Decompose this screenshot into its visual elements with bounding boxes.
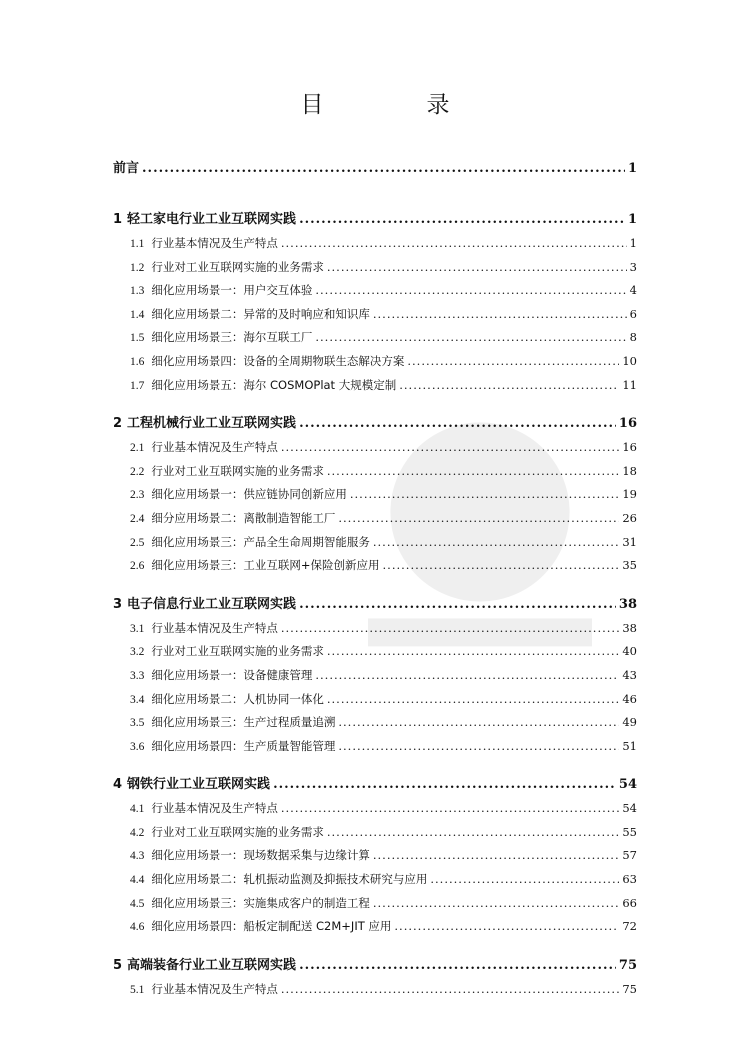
toc-leader-dots (407, 350, 619, 374)
toc-leader-dots (373, 892, 619, 916)
toc-entry-number: 4.1 (130, 803, 145, 816)
toc-entry-label (130, 915, 391, 940)
toc-leader-dots (315, 664, 619, 688)
toc-entry-label (130, 436, 278, 461)
toc-entry-label (130, 844, 370, 869)
toc-entry-number: 2.3 (130, 489, 145, 502)
toc-page-number: 55 (622, 824, 637, 839)
toc-entry-text: 细化应用场景三：工业互联网+保险创新应用 (151, 558, 380, 573)
toc-entry-number: 5.1 (130, 983, 145, 996)
toc-entry-label (130, 256, 324, 281)
toc-leader-dots (281, 978, 619, 1002)
toc-section-entry[interactable] (113, 256, 637, 280)
toc-section-entry[interactable] (113, 640, 637, 664)
toc-page-number: 63 (622, 872, 637, 887)
toc-page-number: 49 (622, 715, 637, 730)
toc-entry-label (130, 735, 335, 760)
toc-section-entry[interactable] (113, 232, 637, 256)
toc-entry-number: 1.3 (130, 285, 145, 298)
toc-page-number: 46 (622, 691, 637, 706)
toc-leader-dots (399, 374, 619, 398)
toc-entry-label (130, 640, 324, 665)
toc-entry-number: 1.1 (130, 238, 145, 250)
toc-entry-text: 细分应用场景二：离散制造智能工厂 (151, 510, 336, 525)
toc-section-entry[interactable] (113, 436, 637, 460)
toc-entry-number: 1.2 (130, 261, 145, 274)
toc-section-entry[interactable] (113, 821, 637, 845)
toc-section-entry[interactable] (113, 688, 637, 712)
toc-chapter-entry[interactable] (113, 156, 637, 181)
toc-section-entry[interactable] (113, 735, 637, 759)
toc-entry-text: 细化应用场景四：船板定制配送 C2M+JIT 应用 (151, 919, 392, 934)
page-title: 目 录 (300, 92, 490, 118)
toc-entry-number: 3 (113, 596, 123, 612)
toc-page-number: 4 (629, 283, 637, 298)
toc-entry-text: 细化应用场景五：海尔 COSMOPlat 大规模定制 (151, 377, 397, 392)
toc-leader-dots (142, 156, 625, 181)
toc-section-entry[interactable] (113, 711, 637, 735)
toc-entry-text: 行业对工业互联网实施的业务需求 (151, 463, 324, 478)
toc-entry-label (130, 374, 396, 399)
toc-page-number: 10 (622, 353, 637, 368)
toc-section-entry[interactable] (113, 915, 637, 939)
toc-page-number: 3 (629, 259, 637, 274)
toc-entry-label (130, 303, 370, 328)
toc-entry-text: 细化应用场景二：人机协同一体化 (151, 691, 324, 706)
toc-entry-number: 4.3 (130, 850, 145, 863)
toc-entry-text: 行业基本情况及生产特点 (151, 440, 278, 455)
toc-entry-label (130, 892, 370, 917)
toc-entry-label (130, 350, 404, 375)
toc-page-number: 16 (618, 416, 637, 432)
section-gap (113, 578, 637, 592)
toc-leader-dots (327, 640, 619, 664)
toc-page-number: 6 (629, 306, 637, 321)
toc-entry-label (130, 664, 312, 689)
toc-entry-label (113, 411, 296, 436)
toc-section-entry[interactable] (113, 554, 637, 578)
toc-chapter-entry[interactable] (113, 207, 637, 232)
toc-entry-number: 4.4 (130, 874, 145, 887)
toc-leader-dots (338, 735, 619, 759)
toc-entry-text: 行业对工业互联网实施的业务需求 (151, 824, 324, 839)
toc-section-entry[interactable] (113, 664, 637, 688)
toc-page-number: 38 (618, 596, 637, 612)
toc-page-number: 75 (622, 981, 637, 996)
toc-entry-label (130, 531, 370, 556)
toc-leader-dots (327, 688, 619, 712)
section-gap (113, 193, 637, 207)
toc-entry-number: 1.7 (130, 379, 145, 392)
toc-leader-dots (373, 303, 627, 327)
toc-entry-text: 行业基本情况及生产特点 (151, 981, 278, 996)
toc-leader-dots (281, 617, 619, 641)
toc-entry-label (130, 460, 324, 485)
toc-entry-text: 行业对工业互联网实施的业务需求 (151, 644, 324, 659)
toc-page-number: 1 (629, 236, 637, 250)
toc-page-number: 26 (622, 510, 637, 525)
toc-section-entry[interactable] (113, 892, 637, 916)
toc-page-number: 1 (627, 161, 637, 176)
toc-leader-dots (299, 592, 616, 617)
toc-entry-number: 2.5 (130, 536, 145, 549)
toc-entry-label (130, 232, 278, 257)
toc-entry-number: 1.5 (130, 332, 145, 345)
toc-entry-number: 1 (113, 212, 123, 227)
toc-section-entry[interactable] (113, 844, 637, 868)
section-gap (113, 397, 637, 411)
toc-entry-text: 细化应用场景三：实施集成客户的制造工程 (151, 895, 370, 910)
toc-chapter-entry[interactable] (113, 411, 637, 436)
toc-leader-dots (338, 711, 619, 735)
toc-page-number: 35 (622, 558, 637, 573)
toc-entry-number: 3.3 (130, 669, 145, 682)
toc-leader-dots (315, 279, 626, 303)
toc-leader-dots (338, 507, 619, 531)
toc-entry-text: 细化应用场景一：供应链协同创新应用 (151, 487, 347, 502)
toc-entry-label (130, 711, 335, 736)
toc-entry-number: 3.5 (130, 717, 145, 730)
toc-entry-label (130, 507, 335, 532)
toc-page-number: 16 (622, 440, 637, 455)
toc-entry-text: 细化应用场景一：现场数据采集与边缘计算 (151, 848, 370, 863)
toc-leader-dots (281, 436, 619, 460)
toc-leader-dots (315, 326, 626, 350)
toc-section-entry[interactable] (113, 868, 637, 892)
toc-entry-text: 行业基本情况及生产特点 (151, 236, 278, 250)
toc-entry-number: 1.4 (130, 308, 145, 321)
toc-section-entry[interactable] (113, 279, 637, 303)
toc-entry-text: 细化应用场景四：生产质量智能管理 (151, 738, 336, 753)
toc-section-entry[interactable] (113, 617, 637, 641)
toc-entry-number: 2.2 (130, 465, 145, 478)
toc-entry-number: 3.2 (130, 646, 145, 659)
toc-leader-dots (299, 207, 625, 232)
toc-leader-dots (299, 411, 616, 436)
toc-entry-number: 4.5 (130, 897, 145, 910)
toc-entry-text: 细化应用场景三：生产过程质量追溯 (151, 715, 336, 730)
toc-entry-number: 2.6 (130, 560, 145, 573)
toc-page-number: 38 (622, 620, 637, 635)
toc-page-number: 57 (622, 848, 637, 863)
toc-entry-label (113, 156, 139, 181)
toc-section-entry[interactable] (113, 531, 637, 555)
toc-section-entry[interactable] (113, 460, 637, 484)
toc-section-entry[interactable] (113, 374, 637, 398)
toc-section-entry[interactable] (113, 303, 637, 327)
toc-entry-label (113, 772, 270, 797)
toc-entry-label (113, 953, 296, 978)
toc-entry-number: 2.1 (130, 442, 145, 455)
toc-entry-label (130, 554, 380, 579)
toc-entry-text: 行业对工业互联网实施的业务需求 (151, 259, 324, 274)
toc-page-number: 54 (618, 777, 637, 793)
toc-entry-label (130, 688, 324, 713)
toc-entry-text: 细化应用场景二：轧机振动监测及抑振技术研究与应用 (151, 872, 428, 887)
toc-section-entry[interactable] (113, 350, 637, 374)
toc-leader-dots (299, 953, 616, 978)
toc-section-entry[interactable] (113, 797, 637, 821)
toc-entry-text: 轻工家电行业工业互联网实践 (127, 212, 297, 227)
toc-leader-dots (327, 460, 619, 484)
toc-entry-text: 细化应用场景四：设备的全周期物联生态解决方案 (151, 353, 405, 368)
toc-page-number: 8 (629, 330, 637, 345)
toc-page-number: 11 (622, 377, 637, 392)
section-gap (113, 939, 637, 953)
toc-entry-text: 细化应用场景三：产品全生命周期智能服务 (151, 534, 370, 549)
toc-entry-number: 2 (113, 416, 123, 432)
toc-leader-dots (281, 232, 627, 256)
toc-entry-text: 工程机械行业工业互联网实践 (127, 416, 297, 432)
toc-entry-text: 行业基本情况及生产特点 (151, 801, 278, 816)
toc-page-number: 18 (622, 463, 637, 478)
section-gap (113, 758, 637, 772)
toc-chapter-entry[interactable] (113, 772, 637, 797)
toc-page-number: 54 (622, 801, 637, 816)
toc-entry-number: 4.6 (130, 921, 145, 934)
toc-page-number: 75 (618, 957, 637, 973)
toc-entry-number: 4 (113, 777, 123, 793)
toc-leader-dots (383, 554, 620, 578)
toc-entry-text: 细化应用场景二：异常的及时响应和知识库 (151, 306, 370, 321)
toc-leader-dots (430, 868, 619, 892)
toc-entry-number: 2.4 (130, 512, 145, 525)
toc-page-number: 31 (622, 534, 637, 549)
toc-section-entry[interactable] (113, 978, 637, 1002)
toc-page-number: 40 (622, 644, 637, 659)
toc-page-number: 72 (622, 919, 637, 934)
toc-leader-dots (373, 844, 619, 868)
toc-page-number: 19 (622, 487, 637, 502)
toc-entry-label (130, 617, 278, 642)
toc-entry-label (130, 326, 312, 351)
table-of-contents (113, 156, 637, 1001)
toc-entry-text: 细化应用场景一：设备健康管理 (151, 667, 313, 682)
toc-entry-number: 3.4 (130, 693, 145, 706)
section-gap (113, 181, 637, 193)
toc-entry-label (130, 978, 278, 1003)
toc-entry-text: 电子信息行业工业互联网实践 (127, 596, 297, 612)
toc-entry-label (130, 279, 312, 304)
toc-entry-number: 3.1 (130, 622, 145, 635)
toc-leader-dots (394, 915, 619, 939)
toc-entry-number: 3.6 (130, 740, 145, 753)
toc-entry-number: 1.6 (130, 355, 145, 368)
toc-entry-text: 高端装备行业工业互联网实践 (127, 957, 297, 973)
toc-entry-label (130, 868, 427, 893)
toc-entry-text: 细化应用场景三：海尔互联工厂 (151, 330, 313, 345)
toc-page-number: 1 (627, 212, 637, 227)
toc-entry-label (130, 483, 347, 508)
toc-section-entry[interactable] (113, 326, 637, 350)
toc-entry-label (113, 592, 296, 617)
toc-chapter-entry[interactable] (113, 953, 637, 978)
toc-chapter-entry[interactable] (113, 592, 637, 617)
toc-entry-text: 细化应用场景一：用户交互体验 (151, 283, 313, 298)
toc-entry-text: 行业基本情况及生产特点 (151, 620, 278, 635)
toc-section-entry[interactable] (113, 507, 637, 531)
toc-entry-label (130, 821, 324, 846)
toc-leader-dots (327, 256, 627, 280)
toc-leader-dots (273, 772, 616, 797)
toc-entry-number: 4.2 (130, 826, 145, 839)
toc-entry-label (130, 797, 278, 822)
toc-leader-dots (281, 797, 619, 821)
toc-section-entry[interactable] (113, 483, 637, 507)
toc-leader-dots (373, 531, 619, 555)
toc-page-number: 51 (622, 738, 637, 753)
toc-entry-text: 钢铁行业工业互联网实践 (127, 777, 271, 793)
toc-entry-label (113, 207, 296, 232)
toc-page-number: 66 (622, 895, 637, 910)
toc-leader-dots (327, 821, 619, 845)
toc-leader-dots (350, 483, 619, 507)
toc-page-number: 43 (622, 667, 637, 682)
toc-entry-number: 5 (113, 957, 123, 973)
toc-entry-text: 前言 (113, 161, 140, 176)
